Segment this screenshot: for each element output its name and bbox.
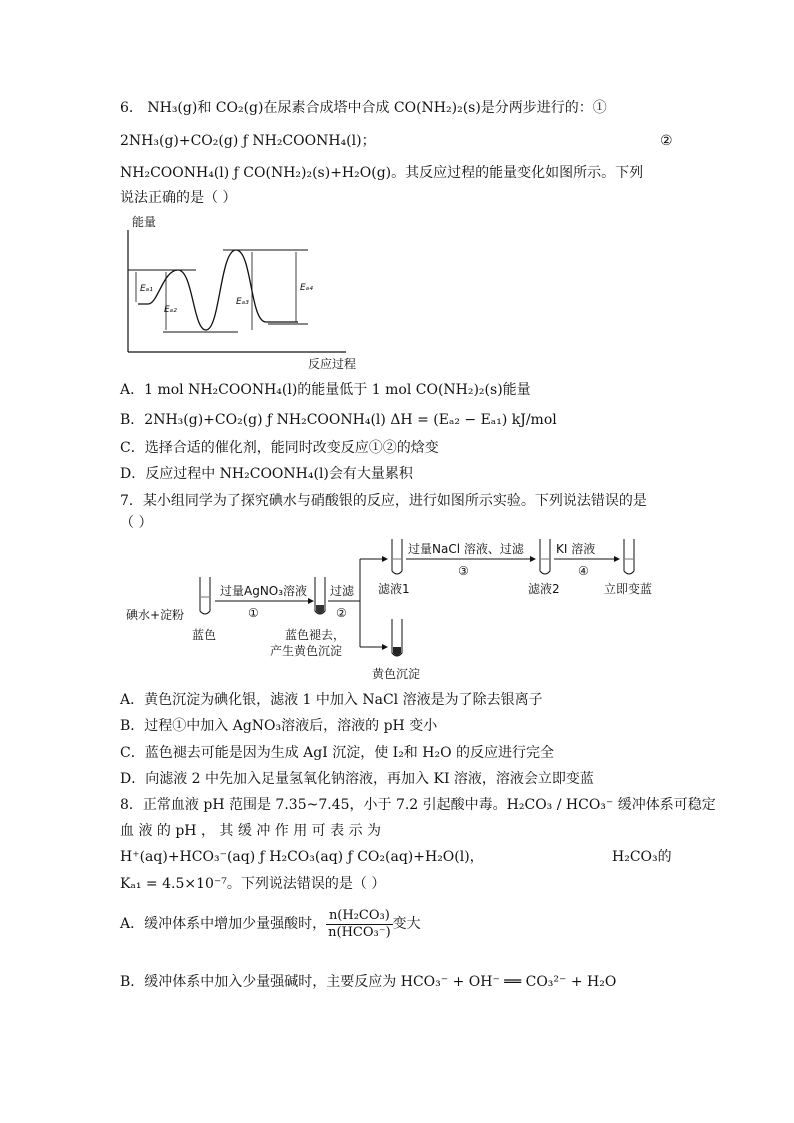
q6-option-a: A．1 mol NH₂COONH₄(l)的能量低于 1 mol CO(NH₂)₂(s)能量 <box>120 382 531 398</box>
result-label: 立即变蓝 <box>604 582 653 596</box>
q7-option-d: D．向滤液 2 中先加入足量氢氧化钠溶液，再加入 KI 溶液，溶液会立即变蓝 <box>120 771 594 787</box>
q8-option-a-suffix: 变大 <box>392 916 421 933</box>
q6-option-d: D．反应过程中 NH₂COONH₄(l)会有大量累积 <box>120 466 413 482</box>
q6-option-c: C．选择合适的催化剂，能同时改变反应①②的焓变 <box>120 440 439 456</box>
q7-stem-line1: 7．某小组同学为了探究碘水与硝酸银的反应，进行如图所示实验。下列说法错误的是 <box>120 493 647 509</box>
q7-option-b: B．过程①中加入 AgNO₃溶液后，溶液的 pH 变小 <box>120 718 438 734</box>
step4-number: ④ <box>578 564 589 578</box>
start-label: 碘水+淀粉 <box>126 608 185 622</box>
test-tube-precipitate <box>392 619 402 656</box>
test-tube-filtrate1 <box>392 539 402 574</box>
precipitate-label: 黄色沉淀 <box>372 667 421 681</box>
step2-number: ② <box>336 606 347 620</box>
q6-stem-line1: 6． NH₃(g)和 CO₂(g)在尿素合成塔中合成 CO(NH₂)₂(s)是分两步进行的：① <box>120 100 607 116</box>
energy-curve <box>138 250 298 330</box>
q6-option-b: B．2NH₃(g)+CO₂(g) ƒ NH₂COONH₄(l) ΔH = (Eₐ₂ − Eₐ₁) kJ/mol <box>120 412 557 428</box>
q8-stem-line2: 血 液 的 pH ， 其 缓 冲 作 用 可 表 示 为 <box>120 823 382 839</box>
q6-reaction-1: 2NH₃(g)+CO₂(g) ƒ NH₂COONH₄(l)； <box>120 133 376 149</box>
q8-stem-line1: 8．正常血液 pH 范围是 7.35~7.45，小于 7.2 引起酸中毒。H₂CO₃ / HCO₃⁻ 缓冲体系可稳定 <box>120 797 716 813</box>
tube2-label-2: 产生黄色沉淀 <box>270 644 343 658</box>
tube1-label: 蓝色 <box>192 628 217 642</box>
q8-option-a <box>120 908 421 940</box>
q8-fraction-denominator: n(HCO₃⁻) <box>328 924 391 940</box>
step1-reagent: 过量AgNO₃溶液 <box>220 584 308 598</box>
q8-option-b: B．缓冲体系中加入少量强碱时，主要反应为 HCO₃⁻ + OH⁻ ══ CO₃²⁻ + H₂O <box>120 974 617 990</box>
step3-reagent: 过量NaCl 溶液、过滤 <box>408 542 524 556</box>
filtrate2-label: 滤液2 <box>528 582 560 596</box>
step2-text: 过滤 <box>330 584 355 598</box>
q8-ka1: Kₐ₁ = 4.5×10⁻⁷。下列说法错误的是（ ） <box>120 876 386 892</box>
q7-option-c: C．蓝色褪去可能是因为生成 AgI 沉淀，使 I₂和 H₂O 的反应进行完全 <box>120 745 555 761</box>
q7-stem-line2: （ ） <box>120 515 153 531</box>
q8-option-a-prefix: A．缓冲体系中增加少量强酸时， <box>120 916 327 933</box>
test-tube-2 <box>315 577 325 614</box>
filtrate1-label: 滤液1 <box>378 582 410 596</box>
q7-option-a: A．黄色沉淀为碘化银，滤液 1 中加入 NaCl 溶液是为了除去银离子 <box>120 692 543 708</box>
ea3-label: Eₐ₃ <box>236 297 249 307</box>
q6-step2-marker: ② <box>660 133 673 149</box>
ea1-label: Eₐ₁ <box>140 284 153 294</box>
tube2-label-1: 蓝色褪去， <box>285 628 346 642</box>
step3-number: ③ <box>458 564 469 578</box>
x-axis-label: 反应过程 <box>308 357 357 371</box>
q6-reaction-2: NH₂COONH₄(l) ƒ CO(NH₂)₂(s)+H₂O(g)。其反应过程的能量变化如图所示。下列 <box>120 165 644 181</box>
q6-stem-line4: 说法正确的是（ ） <box>120 190 237 206</box>
ea4-label: Eₐ₄ <box>300 283 313 293</box>
energy-diagram <box>118 212 368 372</box>
test-tube-result <box>624 539 634 574</box>
q8-option-a-fraction <box>326 908 393 940</box>
step1-number: ① <box>248 606 259 620</box>
q8-buffer-equation: H⁺(aq)+HCO₃⁻(aq) ƒ H₂CO₃(aq) ƒ CO₂(aq)+H₂O(l)， <box>120 849 484 865</box>
test-tube-1 <box>200 577 210 614</box>
experiment-diagram <box>120 535 680 665</box>
q8-fraction-numerator: n(H₂CO₃) <box>326 908 393 925</box>
q8-h2co3-label: H₂CO₃的 <box>612 849 672 865</box>
y-axis-label: 能量 <box>132 215 157 229</box>
step4-reagent: KI 溶液 <box>556 542 596 556</box>
test-tube-filtrate2 <box>540 539 550 574</box>
ea2-label: Eₐ₂ <box>164 305 177 315</box>
